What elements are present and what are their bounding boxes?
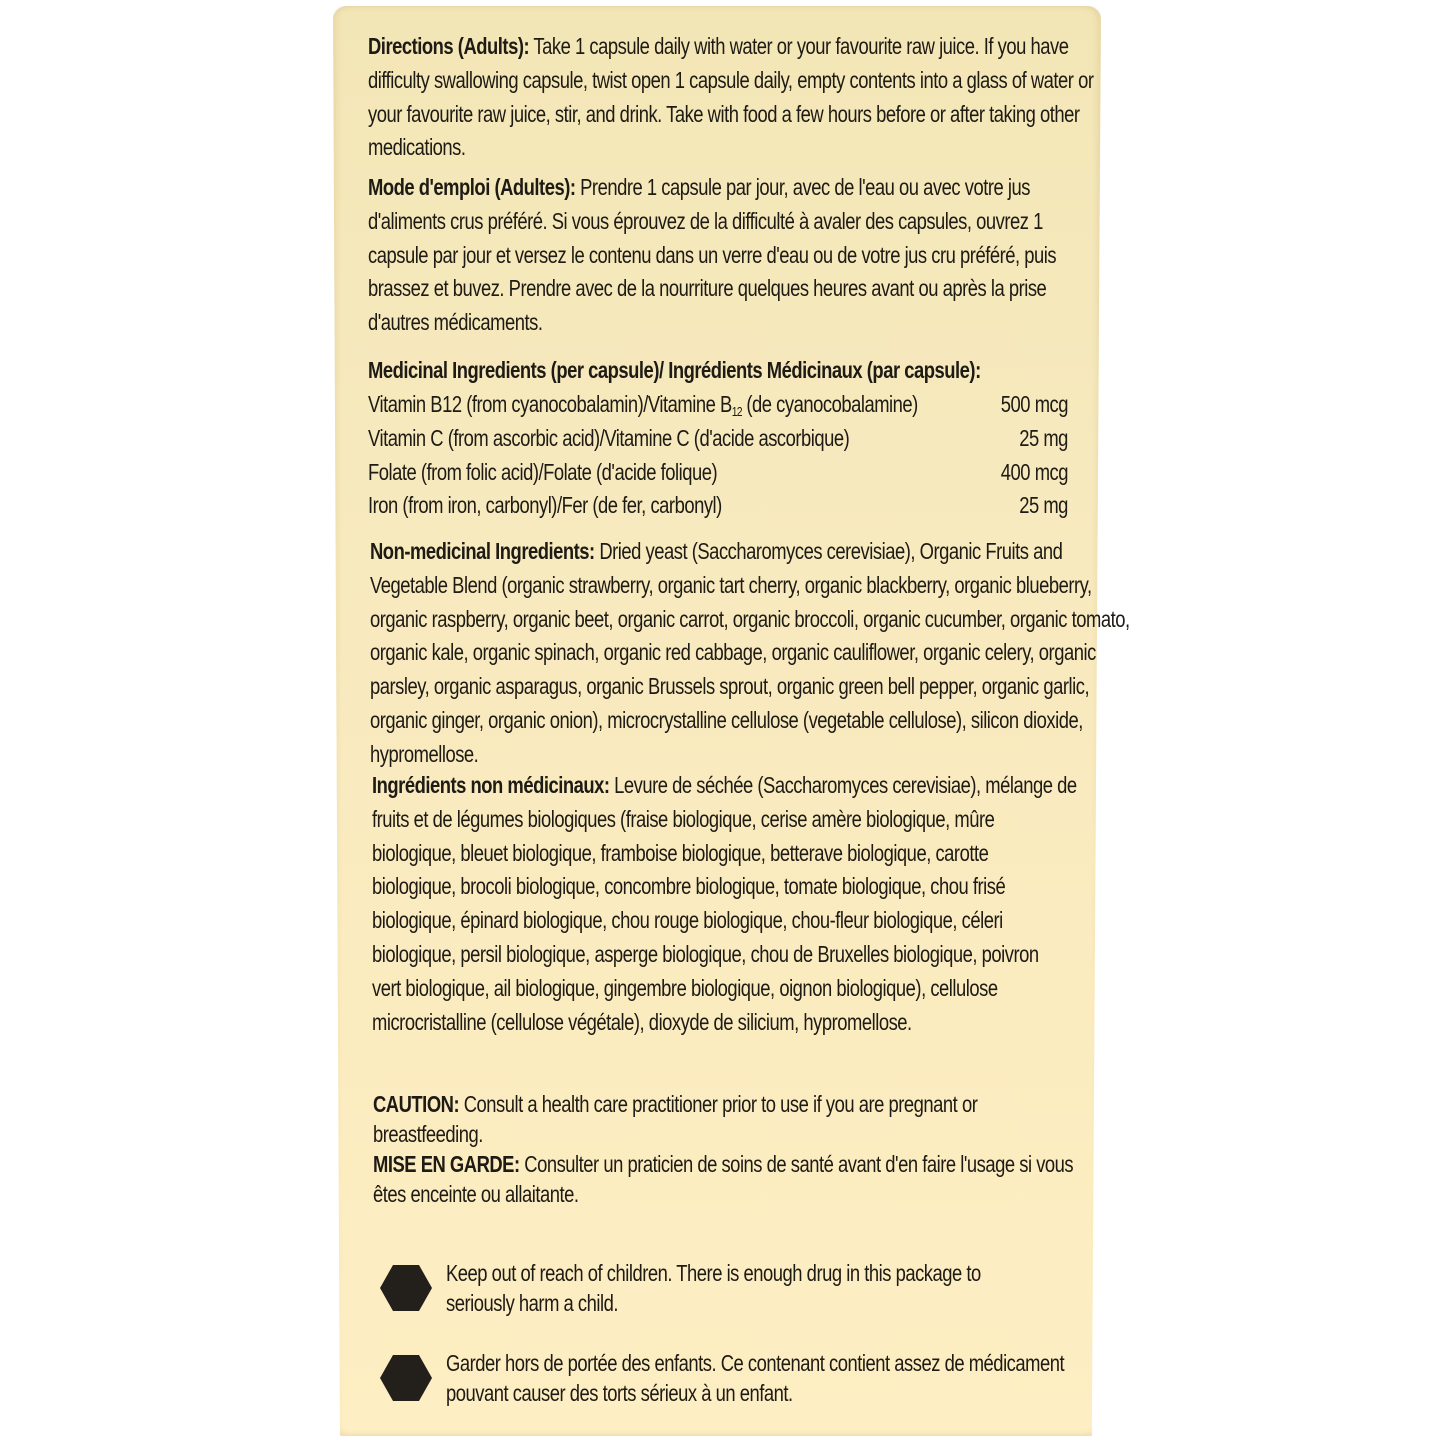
directions-fr-line-2: d'aliments crus préféré. Si vous éprouvez de la difficulté à avaler des capsules, ouvrez 1 — [368, 207, 1043, 234]
non-medicinal-en-line-1: Non-medicinal Ingredients: Dried yeast (Saccharomyces cerevisiae), Organic Fruits and — [370, 538, 1063, 564]
warning-text: Garder hors de portée des enfants. Ce contenant contient assez de médicament pouvant causer des torts sérieux à un enfant. — [446, 1350, 1065, 1406]
caution-fr-section — [373, 1149, 1093, 1209]
non-medicinal-en-line-5: parsley, organic asparagus, organic Brussels sprout, organic green bell pepper, organic garlic, — [370, 673, 1090, 700]
caution-fr-heading: MISE EN GARDE: — [373, 1151, 520, 1177]
directions-fr-line-4: brassez et buvez. Prendre avec de la nourriture quelques heures avant ou après la prise — [368, 275, 1047, 302]
ingredient-amount: 500 mcg — [1000, 391, 1068, 417]
non-medicinal-en-line-6: organic ginger, organic onion), microcrystalline cellulose (vegetable cellulose), silicon dioxide, — [370, 706, 1083, 733]
caution-fr-line-1: MISE EN GARDE: Consulter un praticien de soins de santé avant d'en faire l'usage si vous — [373, 1151, 1074, 1177]
warning-keep-out-of-reach-en — [380, 1258, 1080, 1318]
ingredient-name: Vitamin B12 (from cyanocobalamin)/Vitamine $B_{12}$ (de cyanocobalamine) — [368, 391, 918, 419]
non-medicinal-fr-section — [372, 769, 1092, 1039]
directions-fr-line-3: capsule par jour et versez le contenu dans un verre d'eau ou de votre jus cru préféré, puis — [368, 241, 1057, 268]
ingredient-name: Folate (from folic acid)/Folate (d'acide folique) — [368, 458, 718, 485]
table-row — [368, 422, 1068, 456]
non-medicinal-fr-line-5: biologique, épinard biologique, chou rouge biologique, chou-fleur biologique, céleri — [372, 907, 1003, 934]
table-row — [368, 388, 1068, 422]
directions-en-line-1: Directions (Adults): Take 1 capsule daily with water or your favourite raw juice. If you have — [368, 33, 1069, 59]
ingredient-name: Vitamin C (from ascorbic acid)/Vitamine C (d'acide ascorbique) — [368, 424, 850, 451]
directions-en-line-3: your favourite raw juice, stir, and drink. Take with food a few hours before or after taking other — [368, 100, 1080, 127]
caution-fr-line-2: êtes enceinte ou allaitante. — [373, 1181, 579, 1207]
caution-en-line-2: breastfeeding. — [373, 1121, 483, 1147]
directions-en-section — [368, 30, 1094, 165]
caution-en-section — [373, 1089, 1093, 1149]
non-medicinal-fr-line-3: biologique, bleuet biologique, framboise biologique, betterave biologique, carotte — [372, 839, 989, 866]
directions-en-line-4: medications. — [368, 134, 466, 161]
warning-keep-out-of-reach-fr — [380, 1348, 1080, 1408]
non-medicinal-fr-line-8: microcristalline (cellulose végétale), dioxyde de silicium, hypromellose. — [372, 1008, 912, 1035]
warning-text: Keep out of reach of children. There is enough drug in this package to seriously harm a child. — [446, 1260, 981, 1316]
ingredient-amount: 400 mcg — [1000, 458, 1068, 485]
directions-fr-heading: Mode d'emploi (Adultes): — [368, 174, 576, 200]
directions-fr-section — [368, 171, 1088, 340]
non-medicinal-fr-line-7: vert biologique, ail biologique, gingembre biologique, oignon biologique), cellulose — [372, 974, 998, 1001]
ingredient-amount: 25 mg — [1019, 424, 1068, 451]
non-medicinal-en-section — [370, 535, 1130, 772]
non-medicinal-en-line-3: organic raspberry, organic beet, organic carrot, organic broccoli, organic cucumber, organic tomato, — [370, 605, 1130, 632]
directions-en-heading: Directions (Adults): — [368, 33, 530, 59]
table-row — [368, 456, 1068, 490]
directions-en-line-2: difficulty swallowing capsule, twist open 1 capsule daily, empty contents into a glass of water or — [368, 66, 1094, 93]
medicinal-ingredients-heading: Medicinal Ingredients (per capsule)/ Ingrédients Médicinaux (par capsule): — [368, 357, 981, 383]
ingredient-amount: 25 mg — [1019, 492, 1068, 519]
ingredient-name: Iron (from iron, carbonyl)/Fer (de fer, carbonyl) — [368, 492, 722, 519]
non-medicinal-fr-heading: Ingrédients non médicinaux: — [372, 772, 610, 798]
hexagon-warning-icon — [380, 1265, 432, 1311]
non-medicinal-fr-line-4: biologique, brocoli biologique, concombre biologique, tomate biologique, chou frisé — [372, 873, 1006, 900]
non-medicinal-en-heading: Non-medicinal Ingredients: — [370, 538, 595, 564]
directions-fr-line-5: d'autres médicaments. — [368, 309, 543, 336]
caution-en-heading: CAUTION: — [373, 1091, 460, 1117]
non-medicinal-fr-line-6: biologique, persil biologique, asperge biologique, chou de Bruxelles biologique, poivron — [372, 940, 1039, 967]
non-medicinal-fr-line-2: fruits et de légumes biologiques (fraise biologique, cerise amère biologique, mûre — [372, 805, 995, 832]
non-medicinal-en-line-7: hypromellose. — [370, 740, 479, 767]
hexagon-warning-icon — [380, 1355, 432, 1401]
caution-en-line-1: CAUTION: Consult a health care practitioner prior to use if you are pregnant or — [373, 1091, 978, 1117]
non-medicinal-en-line-4: organic kale, organic spinach, organic red cabbage, organic cauliflower, organic celery, organic — [370, 639, 1096, 666]
non-medicinal-fr-line-1: Ingrédients non médicinaux: Levure de séchée (Saccharomyces cerevisiae), mélange de — [372, 772, 1077, 798]
directions-fr-line-1: Mode d'emploi (Adultes): Prendre 1 capsule par jour, avec de l'eau ou avec votre jus — [368, 174, 1030, 200]
non-medicinal-en-line-2: Vegetable Blend (organic strawberry, organic tart cherry, organic blackberry, organic blueberry, — [370, 571, 1092, 598]
medicinal-ingredients-table — [368, 388, 1068, 523]
table-row — [368, 489, 1068, 523]
